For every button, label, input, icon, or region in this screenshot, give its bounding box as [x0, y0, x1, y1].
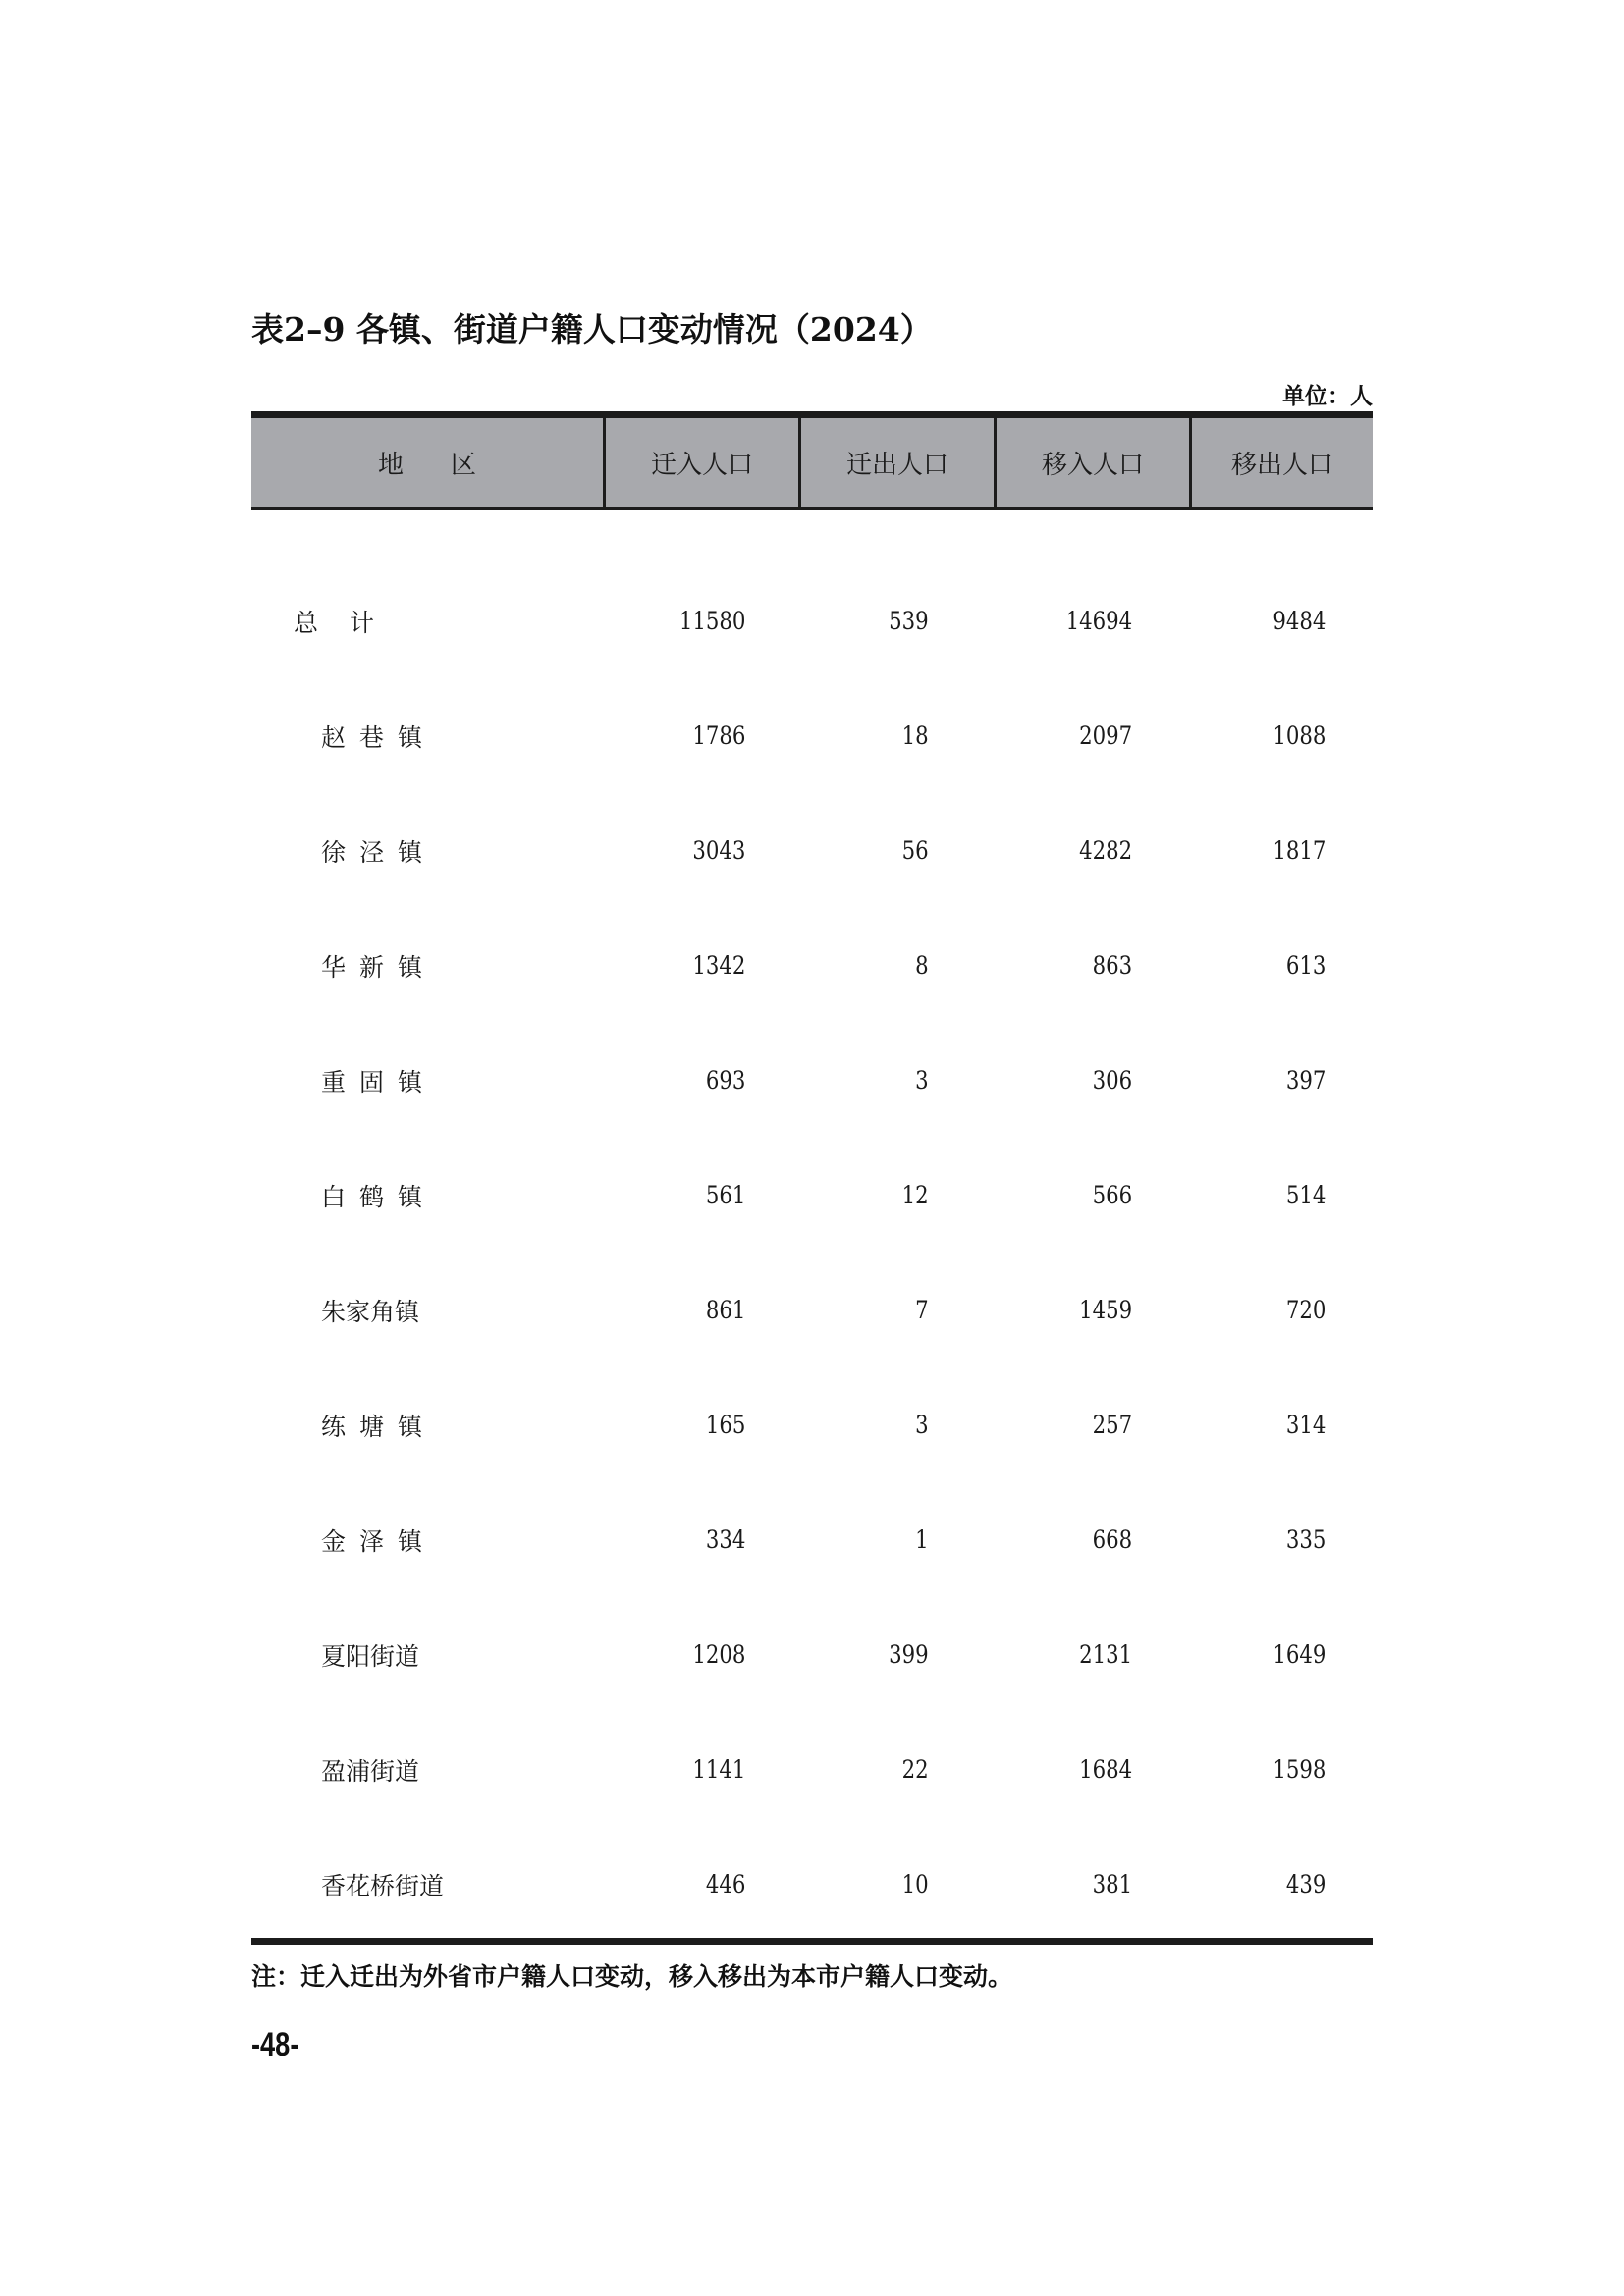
cell-in-migration: 446: [705, 1870, 746, 1898]
cell-out-migration: 22: [901, 1755, 929, 1784]
cell-move-out: 335: [1285, 1525, 1326, 1554]
cell-out-migration: 8: [915, 951, 929, 980]
cell-move-in: 1459: [1079, 1296, 1133, 1324]
cell-out-migration: 7: [915, 1296, 929, 1324]
cell-move-in: 2131: [1079, 1640, 1133, 1669]
region-name: 华新镇: [321, 952, 437, 982]
cell-in-migration: 1786: [692, 721, 746, 750]
table-row: [251, 1253, 1373, 1367]
header-move-in: 移入人口: [994, 418, 1189, 507]
region-name: 香花桥街道: [321, 1871, 445, 1900]
cell-out-migration: 1: [915, 1525, 929, 1554]
region-name: 金泽镇: [321, 1526, 437, 1556]
population-change-table: [251, 411, 1373, 1942]
cell-in-migration: 11580: [678, 607, 746, 635]
cell-out-migration: 3: [915, 1066, 929, 1095]
table-row: [251, 1138, 1373, 1253]
table-row: [251, 1597, 1373, 1712]
cell-move-in: 306: [1092, 1066, 1133, 1095]
region-name: 朱家角镇: [321, 1297, 420, 1326]
cell-in-migration: 334: [705, 1525, 746, 1554]
region-name: 夏阳街道: [321, 1641, 420, 1671]
cell-move-out: 613: [1285, 951, 1326, 980]
table-body: [251, 510, 1373, 1942]
cell-move-out: 1088: [1272, 721, 1326, 750]
cell-move-out: 397: [1285, 1066, 1326, 1095]
table-row: [251, 908, 1373, 1023]
region-name: 总计: [294, 608, 406, 637]
cell-move-out: 9484: [1272, 607, 1326, 635]
cell-out-migration: 539: [889, 607, 929, 635]
cell-in-migration: 165: [705, 1411, 746, 1439]
cell-move-in: 566: [1092, 1181, 1133, 1209]
header-in-migration: 迁入人口: [603, 418, 798, 507]
region-name: 重固镇: [321, 1067, 437, 1096]
cell-move-in: 863: [1092, 951, 1133, 980]
cell-move-out: 720: [1285, 1296, 1326, 1324]
cell-move-out: 1649: [1272, 1640, 1326, 1669]
cell-move-out: 514: [1285, 1181, 1326, 1209]
region-name: 白鹤镇: [321, 1182, 437, 1211]
page-number: -48-: [251, 2026, 299, 2063]
cell-move-in: 4282: [1079, 836, 1133, 865]
cell-in-migration: 861: [705, 1296, 746, 1324]
cell-move-in: 381: [1092, 1870, 1133, 1898]
cell-out-migration: 12: [901, 1181, 929, 1209]
table-row-total: [251, 563, 1373, 678]
table-title: 表2–9 各镇、街道户籍人口变动情况（2024）: [251, 310, 933, 348]
header-region: 地区: [377, 451, 523, 480]
table-row: [251, 1367, 1373, 1482]
table-row: [251, 793, 1373, 908]
cell-move-in: 14694: [1065, 607, 1133, 635]
table-row: [251, 1023, 1373, 1138]
table-header: [251, 411, 1373, 510]
bottom-rule: [251, 1938, 1373, 1945]
cell-out-migration: 56: [901, 836, 929, 865]
cell-in-migration: 1208: [692, 1640, 746, 1669]
region-name: 赵巷镇: [321, 722, 437, 752]
unit-label: 单位：人: [1282, 384, 1373, 409]
cell-move-out: 314: [1285, 1411, 1326, 1439]
cell-in-migration: 1342: [692, 951, 746, 980]
region-name: 练塘镇: [321, 1412, 437, 1441]
table-row: [251, 1482, 1373, 1597]
cell-in-migration: 561: [705, 1181, 746, 1209]
region-name: 盈浦街道: [321, 1756, 420, 1786]
cell-move-out: 1817: [1272, 836, 1326, 865]
table-row: [251, 678, 1373, 793]
cell-out-migration: 399: [889, 1640, 929, 1669]
cell-move-in: 2097: [1079, 721, 1133, 750]
cell-move-out: 439: [1285, 1870, 1326, 1898]
table-note: 注：迁入迁出为外省市户籍人口变动，移入移出为本市户籍人口变动。: [251, 1962, 1013, 1991]
region-name: 徐泾镇: [321, 837, 437, 867]
cell-out-migration: 10: [901, 1870, 929, 1898]
header-move-out: 移出人口: [1189, 418, 1373, 507]
cell-out-migration: 18: [901, 721, 929, 750]
cell-move-in: 668: [1092, 1525, 1133, 1554]
cell-out-migration: 3: [915, 1411, 929, 1439]
cell-move-out: 1598: [1272, 1755, 1326, 1784]
header-out-migration: 迁出人口: [798, 418, 994, 507]
cell-move-in: 1684: [1079, 1755, 1133, 1784]
cell-in-migration: 3043: [692, 836, 746, 865]
table-row: [251, 1827, 1373, 1942]
cell-in-migration: 693: [705, 1066, 746, 1095]
cell-move-in: 257: [1092, 1411, 1133, 1439]
table-row: [251, 1712, 1373, 1827]
cell-in-migration: 1141: [692, 1755, 746, 1784]
